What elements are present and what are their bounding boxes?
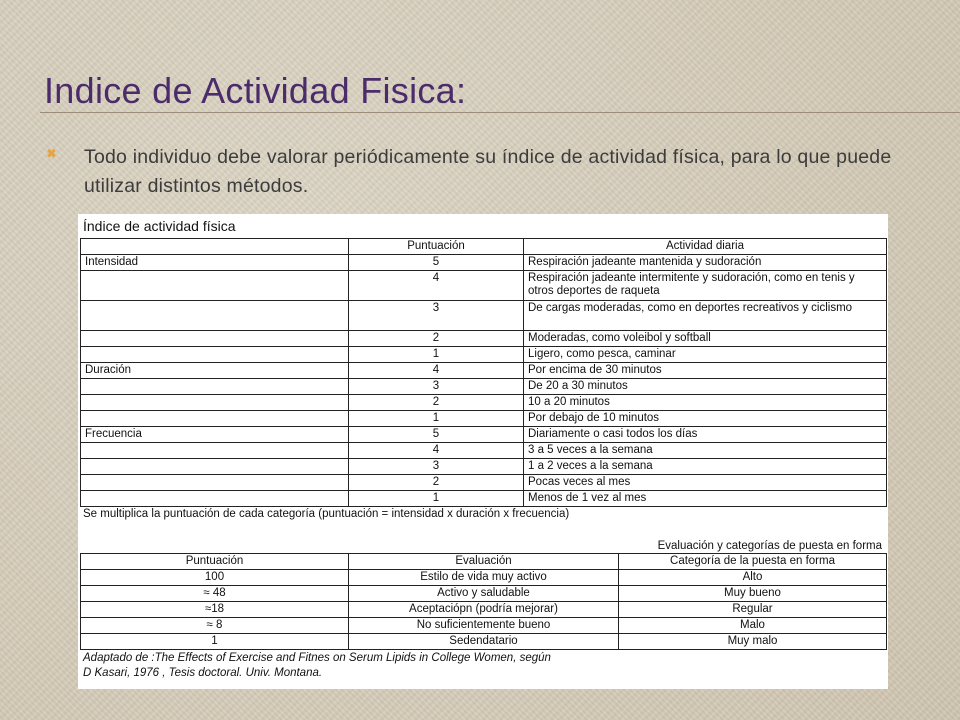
table-row bbox=[81, 331, 887, 347]
header-activity: Actividad diaria bbox=[524, 239, 887, 255]
table-row bbox=[81, 301, 887, 331]
row-activity: Menos de 1 vez al mes bbox=[524, 491, 887, 507]
row-category bbox=[81, 379, 349, 395]
row-evaluation: Estilo de vida muy activo bbox=[349, 570, 619, 586]
row-score: 1 bbox=[81, 634, 349, 650]
table-row bbox=[81, 459, 887, 475]
row-score: 2 bbox=[349, 395, 524, 411]
row-score: 2 bbox=[349, 331, 524, 347]
row-score: 1 bbox=[349, 491, 524, 507]
row-category bbox=[81, 491, 349, 507]
row-activity: Pocas veces al mes bbox=[524, 475, 887, 491]
table-row bbox=[81, 347, 887, 363]
header-evaluation: Evaluación bbox=[349, 554, 619, 570]
row-evaluation: No suficientemente bueno bbox=[349, 618, 619, 634]
row-category bbox=[81, 347, 349, 363]
source-line-1: Adaptado de :The Effects of Exercise and Fitnes on Serum Lipids in College Women, según bbox=[83, 652, 551, 664]
source-line-2: D Kasari, 1976 , Tesis doctoral. Univ. Montana. bbox=[83, 667, 323, 679]
x-bullet-icon: ✖ bbox=[46, 147, 57, 162]
table-row bbox=[81, 379, 887, 395]
calculation-note: Se multiplica la puntuación de cada categoría (puntuación = intensidad x duración x frecuencia) bbox=[83, 508, 570, 520]
row-activity: Diariamente o casi todos los días bbox=[524, 427, 887, 443]
row-score: ≈ 48 bbox=[81, 586, 349, 602]
row-fitness-category: Muy malo bbox=[619, 634, 887, 650]
row-fitness-category: Malo bbox=[619, 618, 887, 634]
row-score: 3 bbox=[349, 459, 524, 475]
row-category bbox=[81, 459, 349, 475]
table-row bbox=[81, 491, 887, 507]
table-row bbox=[81, 570, 887, 586]
row-category bbox=[81, 271, 349, 301]
row-fitness-category: Muy bueno bbox=[619, 586, 887, 602]
row-score: ≈18 bbox=[81, 602, 349, 618]
row-category bbox=[81, 411, 349, 427]
row-evaluation: Sedendatario bbox=[349, 634, 619, 650]
row-activity: Por encima de 30 minutos bbox=[524, 363, 887, 379]
table-row bbox=[81, 363, 887, 379]
row-category: Intensidad bbox=[81, 255, 349, 271]
row-score: 1 bbox=[349, 411, 524, 427]
row-score: 2 bbox=[349, 475, 524, 491]
row-activity: Ligero, como pesca, caminar bbox=[524, 347, 887, 363]
row-evaluation: Activo y saludable bbox=[349, 586, 619, 602]
row-category bbox=[81, 475, 349, 491]
document-heading: Índice de actividad física bbox=[83, 218, 236, 234]
row-score: 5 bbox=[349, 255, 524, 271]
row-activity: 10 a 20 minutos bbox=[524, 395, 887, 411]
table-row bbox=[81, 411, 887, 427]
row-category bbox=[81, 331, 349, 347]
slide-title: Indice de Actividad Fisica: bbox=[44, 70, 467, 111]
table-row bbox=[81, 427, 887, 443]
row-score: 4 bbox=[349, 443, 524, 459]
evaluation-table bbox=[80, 553, 887, 650]
table-row bbox=[81, 255, 887, 271]
header-score: Puntuación bbox=[349, 239, 524, 255]
row-activity: Respiración jadeante mantenida y sudoración bbox=[524, 255, 887, 271]
row-category: Frecuencia bbox=[81, 427, 349, 443]
row-activity: De cargas moderadas, como en deportes recreativos y ciclismo bbox=[524, 301, 887, 331]
row-score: 1 bbox=[349, 347, 524, 363]
row-activity: 3 a 5 veces a la semana bbox=[524, 443, 887, 459]
row-category: Duración bbox=[81, 363, 349, 379]
bullet-text: Todo individuo debe valorar periódicamente su índice de actividad física, para lo que puede utilizar distintos métodos. bbox=[84, 146, 892, 197]
row-score: 5 bbox=[349, 427, 524, 443]
table-row bbox=[81, 602, 887, 618]
activity-index-document bbox=[78, 214, 888, 689]
row-score: 3 bbox=[349, 379, 524, 395]
header-category bbox=[81, 239, 349, 255]
row-fitness-category: Regular bbox=[619, 602, 887, 618]
row-activity: 1 a 2 veces a la semana bbox=[524, 459, 887, 475]
table-header-row bbox=[81, 239, 887, 255]
table-row bbox=[81, 618, 887, 634]
row-activity: Por debajo de 10 minutos bbox=[524, 411, 887, 427]
row-score: 4 bbox=[349, 363, 524, 379]
row-activity: Moderadas, como voleibol y softball bbox=[524, 331, 887, 347]
table-row bbox=[81, 634, 887, 650]
evaluation-caption: Evaluación y categorías de puesta en forma bbox=[657, 540, 882, 552]
row-category bbox=[81, 301, 349, 331]
table-row bbox=[81, 586, 887, 602]
table-row bbox=[81, 271, 887, 301]
row-activity: Respiración jadeante intermitente y sudoración, como en tenis y otros deportes de raqueta bbox=[524, 271, 887, 301]
row-score: 4 bbox=[349, 271, 524, 301]
table-row bbox=[81, 443, 887, 459]
row-score: 100 bbox=[81, 570, 349, 586]
table-row bbox=[81, 475, 887, 491]
row-activity: De 20 a 30 minutos bbox=[524, 379, 887, 395]
header-fitness-category: Categoría de la puesta en forma bbox=[619, 554, 887, 570]
header-score: Puntuación bbox=[81, 554, 349, 570]
bullet-item bbox=[46, 143, 926, 201]
row-fitness-category: Alto bbox=[619, 570, 887, 586]
row-score: 3 bbox=[349, 301, 524, 331]
row-evaluation: Aceptaciópn (podría mejorar) bbox=[349, 602, 619, 618]
source-citation bbox=[80, 650, 886, 682]
row-category bbox=[81, 443, 349, 459]
title-divider bbox=[40, 112, 960, 113]
row-score: ≈ 8 bbox=[81, 618, 349, 634]
activity-index-table bbox=[80, 238, 887, 507]
row-category bbox=[81, 395, 349, 411]
table-header-row bbox=[81, 554, 887, 570]
table-row bbox=[81, 395, 887, 411]
